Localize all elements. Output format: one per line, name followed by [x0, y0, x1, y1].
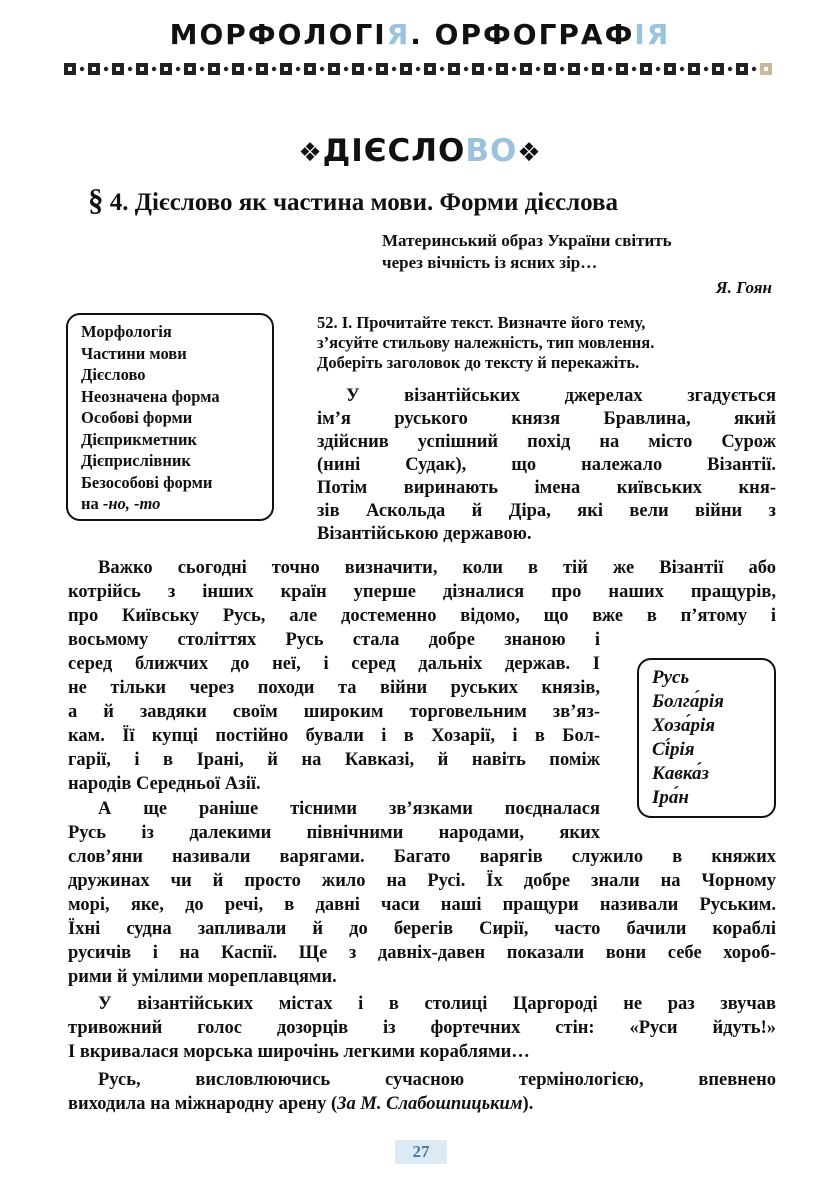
place-name: Сі́рія: [652, 739, 695, 760]
text-line-main: виходила на міжнародну арену (: [68, 1094, 338, 1114]
ornament-motif-icon: [112, 63, 132, 75]
chapter-title-accent: ІЯ: [634, 18, 671, 51]
ornament-motif-icon: [568, 63, 588, 75]
text-line: У візантійських містах і в столиці Царгороді не раз звучав: [98, 994, 776, 1014]
text-line: Візантійською державою.: [317, 524, 532, 544]
text-line: кам. Її купці постійно бували і в Хозарії, і в Бол-: [68, 726, 600, 746]
text-line: зів Аскольда й Діра, які вели війни з: [317, 501, 776, 521]
term-item: Особові форми: [81, 408, 193, 427]
ornament-motif-icon: [208, 63, 228, 75]
text-line: тривожний голос дозорців із фортечних стін: «Руси йдуть!»: [68, 1018, 776, 1038]
term-item: Морфологія: [81, 322, 172, 341]
text-line: рими й умілими мореплавцями.: [68, 967, 337, 987]
term-item: Дієприслівник: [81, 451, 191, 470]
section-sign: §: [88, 182, 104, 217]
ornament-motif-icon: [664, 63, 684, 75]
ornament-motif-icon: [352, 63, 372, 75]
place-name: Болга́рія: [652, 691, 724, 712]
term-item: Неозначена форма: [81, 386, 220, 406]
ornament-motif-icon: [280, 63, 300, 75]
ornament-motif-icon: [64, 63, 84, 75]
text-line: Їхні судна запливали й до берегів Сирії, часто бачили кораблі: [68, 919, 776, 939]
place-name: Русь: [652, 667, 690, 688]
chapter-title-accent: Я: [386, 18, 411, 51]
text-line-end: ).: [522, 1094, 534, 1114]
epigraph-author: Я. Гоян: [715, 278, 772, 297]
ornament-motif-icon: [448, 63, 468, 75]
chapter-title-part: ОРФОГРАФ: [434, 18, 635, 51]
epigraph: [382, 230, 772, 299]
terms-box: [66, 313, 274, 521]
text-line: народів Середньої Азії.: [68, 774, 261, 794]
ornament-motif-icon: [520, 63, 540, 75]
left-ornament-icon: ❖: [298, 138, 323, 168]
ornament-motif-icon: [544, 63, 564, 75]
ornament-motif-icon: [688, 63, 708, 75]
ornament-motif-icon: [424, 63, 444, 75]
section-title-accent: ВО: [465, 133, 518, 169]
text-line: слов’яни називали варягами. Багато варягів служило в княжих: [68, 847, 776, 867]
ornament-motif-icon: [400, 63, 420, 75]
ornament-motif-icon: [712, 63, 732, 75]
ornament-motif-icon: [136, 63, 156, 75]
task-line: Доберіть заголовок до тексту й перекажіть.: [317, 353, 640, 372]
ornament-motif-icon: [256, 63, 276, 75]
text-line: [68, 1092, 776, 1116]
ornament-motif-icon: [376, 63, 396, 75]
text-line: не тільки через походи та війни руських князів,: [68, 678, 600, 698]
ornament-divider: [62, 60, 782, 78]
place-name: Хоза́рія: [652, 715, 716, 736]
section-title-text: ДІЄСЛО: [322, 133, 466, 169]
text-line: здійснив успішний похід на місто Сурож: [317, 432, 776, 452]
text-line: ім’я руського князя Бравлина, який: [317, 409, 776, 429]
term-item: Частини мови: [81, 343, 187, 363]
text-line: Важко сьогодні точно визначити, коли в тій же Візантії або: [98, 558, 776, 578]
ornament-motif-icon: [592, 63, 612, 75]
ornament-motif-icon: [616, 63, 636, 75]
text-line: гарії, і в Ірані, й на Кавказі, й навіть поміж: [68, 750, 600, 770]
term-item-prefix: на: [81, 494, 103, 513]
epigraph-line: Материнський образ України світить: [382, 231, 672, 250]
text-line: Русь із далекими північними народами, яких: [68, 823, 600, 843]
text-line: У візантійських джерелах згадується: [346, 386, 776, 406]
term-item: Безособові форми: [81, 472, 213, 492]
ornament-motif-icon: [472, 63, 492, 75]
paragraph-heading-text: 4. Дієслово як частина мови. Форми дієслова: [103, 189, 619, 216]
page-number: 27: [395, 1140, 447, 1164]
task-line: з’ясуйте стильову належність, тип мовлення.: [317, 333, 655, 352]
epigraph-line: через вічність із ясних зір…: [382, 253, 598, 272]
text-line: а й завдяки своїм широким торговельним зв’яз-: [68, 702, 600, 722]
text-line: (нині Судак), що належало Візантії.: [317, 455, 776, 475]
text-line: про Київську Русь, але достеменно відомо, що вже в п’ятому і: [68, 606, 776, 626]
place-name: Кавка́з: [652, 763, 709, 784]
chapter-header-title: [0, 18, 840, 51]
ornament-motif-icon: [760, 63, 772, 75]
ornament-motif-icon: [328, 63, 348, 75]
chapter-title-separator: .: [410, 18, 435, 51]
text-line: дружинах чи й просто жило на Русі. Їх добре знали на Чорному: [68, 871, 776, 891]
text-line: Русь, висловлюючись сучасною термінологією, впевнено: [98, 1070, 776, 1090]
text-line: Потім виринають імена київських кня-: [317, 478, 776, 498]
text-line: А ще раніше тісними зв’язками поєдналася: [98, 799, 600, 819]
paragraph-heading: [88, 182, 788, 218]
section-title: [0, 133, 840, 169]
term-item: Дієслово: [81, 365, 146, 384]
term-item: Дієприкметник: [81, 429, 197, 449]
term-item: [81, 493, 272, 515]
place-names-box: [637, 658, 776, 818]
task-line: 52. І. Прочитайте текст. Визначте його тему,: [317, 313, 646, 332]
ornament-motif-icon: [304, 63, 324, 75]
ornament-motif-icon: [232, 63, 252, 75]
text-line: русичів і на Каспії. Ще з давніх-давен показали вони себе хороб-: [68, 943, 776, 963]
term-item-suffixes: -но, -то: [102, 494, 161, 513]
ornament-motif-icon: [640, 63, 660, 75]
text-line: морі, яке, до речі, в давні часи наші пращури називали Руським.: [68, 895, 776, 915]
text-line: серед ближчих до неї, і серед дальніх держав. І: [68, 654, 600, 674]
place-name: Іра́н: [652, 787, 689, 808]
ornament-motif-icon: [160, 63, 180, 75]
ornament-motif-icon: [496, 63, 516, 75]
task-52: [317, 313, 777, 373]
ornament-motif-icon: [88, 63, 108, 75]
ornament-motif-icon: [184, 63, 204, 75]
text-line: І вкривалася морська широчінь легкими кораблями…: [68, 1042, 530, 1062]
text-line: котрійсь з інших країн уперше дізналися про наших пращурів,: [68, 582, 776, 602]
source-attribution: За М. Слабошпицьким: [337, 1094, 523, 1114]
text-line: восьмому століттях Русь стала добре знаною і: [68, 630, 600, 650]
right-ornament-icon: ❖: [517, 138, 542, 168]
chapter-title-part: МОРФОЛОГІ: [169, 18, 387, 51]
ornament-motif-icon: [736, 63, 756, 75]
